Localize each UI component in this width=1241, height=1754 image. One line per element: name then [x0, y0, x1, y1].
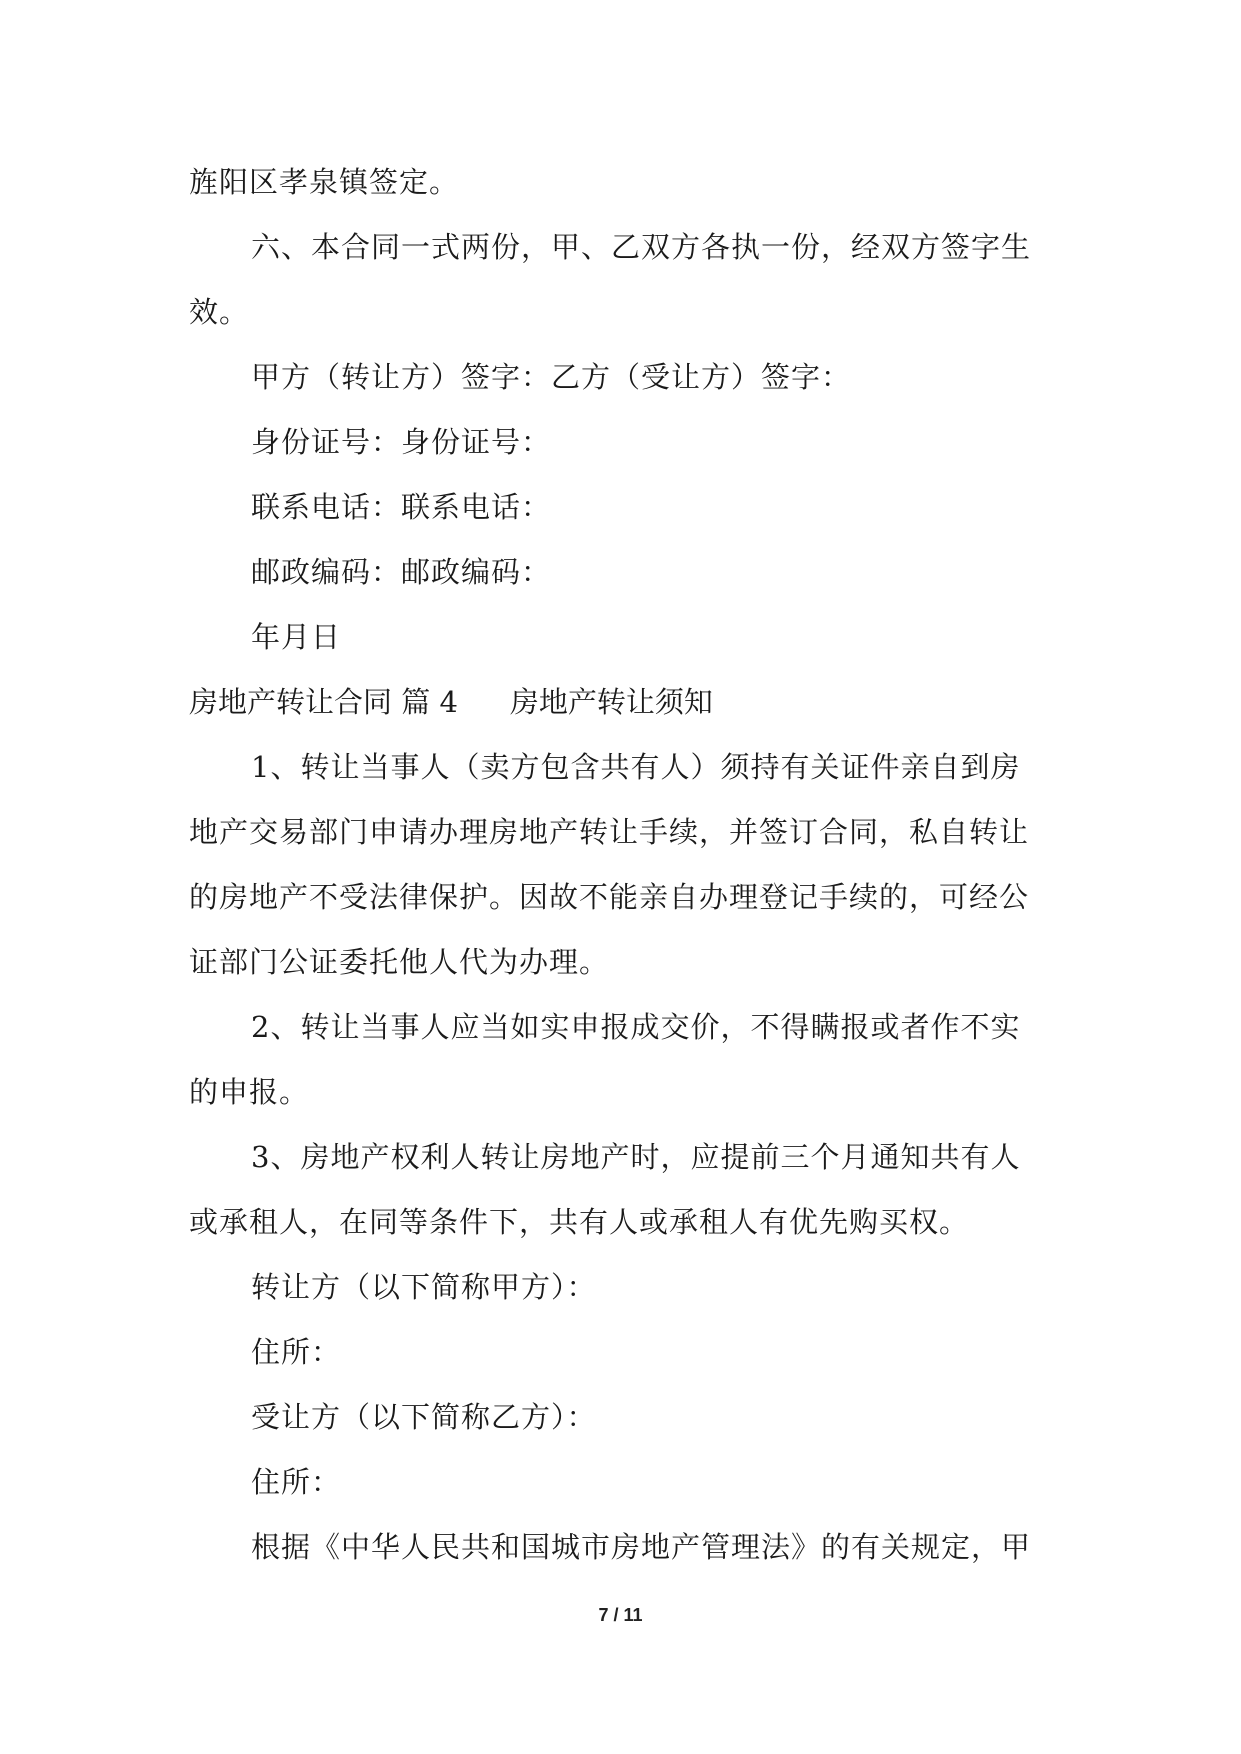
text-line: 效。 — [189, 295, 250, 329]
text-line: 邮政编码：邮政编码： — [251, 555, 552, 589]
text-line: 的申报。 — [189, 1075, 310, 1109]
text-line: 根据《中华人民共和国城市房地产管理法》的有关规定，甲 — [251, 1530, 1032, 1564]
text-line: 3、房地产权利人转让房地产时，应提前三个月通知共有人 — [251, 1140, 1021, 1174]
text-line: 或承租人，在同等条件下，共有人或承租人有优先购买权。 — [189, 1205, 970, 1239]
text-line: 的房地产不受法律保护。因故不能亲自办理登记手续的，可经公 — [189, 880, 1030, 914]
text-line: 年月日 — [251, 620, 342, 654]
text-line: 受让方（以下简称乙方）： — [251, 1400, 597, 1434]
text-line: 甲方（转让方）签字：乙方（受让方）签字： — [251, 360, 852, 394]
section-heading — [189, 670, 1059, 735]
text-line: 2、转让当事人应当如实申报成交价，不得瞒报或者作不实 — [251, 1010, 1021, 1044]
section-heading-number: 篇 4 — [401, 685, 458, 719]
paragraph-block-after — [189, 735, 1059, 1580]
text-line: 证部门公证委托他人代为办理。 — [189, 945, 610, 979]
text-line: 转让方（以下简称甲方）： — [251, 1270, 597, 1304]
text-line: 旌阳区孝泉镇签定。 — [189, 165, 460, 199]
text-line: 联系电话：联系电话： — [251, 490, 552, 524]
page-number: 7 / 11 — [598, 1605, 643, 1625]
text-line: 1、转让当事人（卖方包含共有人）须持有关证件亲自到房 — [251, 750, 1021, 784]
section-heading-subtitle: 房地产转让须知 — [509, 685, 713, 719]
text-line: 地产交易部门申请办理房地产转让手续，并签订合同，私自转让 — [189, 815, 1030, 849]
paragraph-block-before — [189, 150, 1059, 670]
text-line: 住所： — [251, 1335, 342, 1369]
text-line: 住所： — [251, 1465, 342, 1499]
document-body — [189, 150, 1059, 1580]
section-heading-title: 房地产转让合同 — [189, 685, 393, 719]
text-line: 身份证号：身份证号： — [251, 425, 552, 459]
text-line: 六、本合同一式两份，甲、乙双方各执一份，经双方签字生 — [251, 230, 1032, 264]
